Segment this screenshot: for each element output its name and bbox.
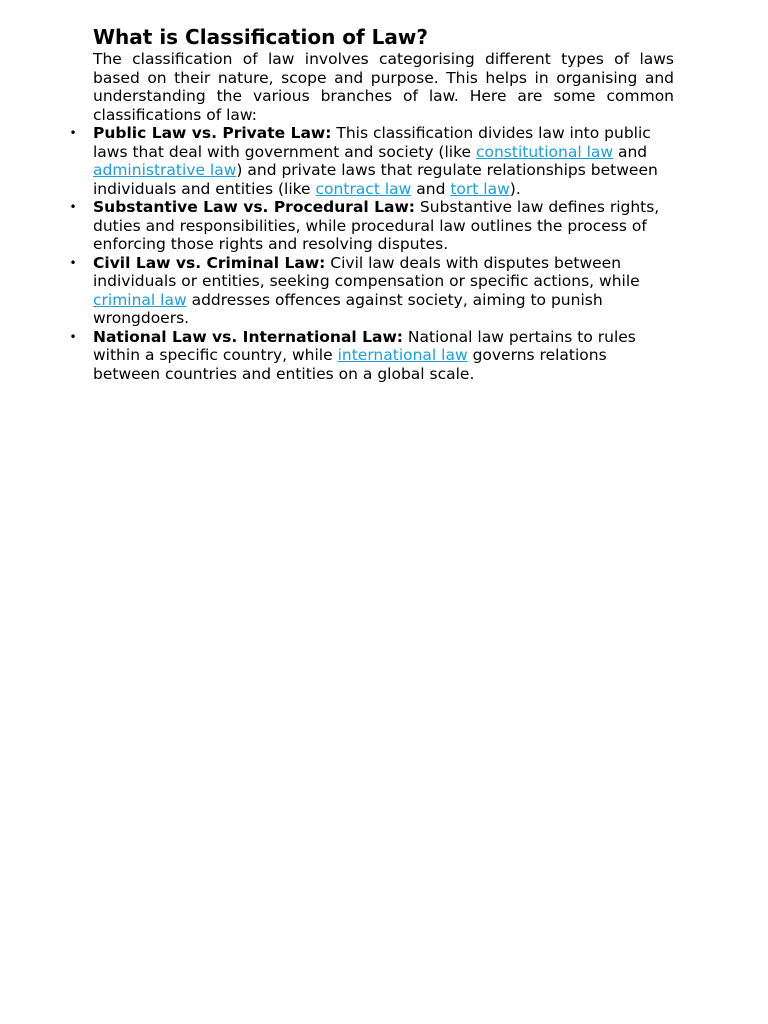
item-text: ) and private laws that regulate relationships between individuals and entities (like (93, 161, 658, 198)
item-term: Public Law vs. Private Law: (93, 124, 332, 142)
item-text: This classification divides law into public laws that deal with government and society (like (93, 124, 651, 161)
item-term: Civil Law vs. Criminal Law: (93, 253, 326, 272)
link-administrative-law[interactable]: administrative law (93, 161, 237, 179)
item-text: Substantive law defines rights, duties and responsibilities, while procedural law outlines the process of enforcing those rights and resolving disputes. (93, 198, 660, 253)
item-text: ). (509, 179, 521, 198)
intro-paragraph: The classification of law involves categorising different types of laws based on their nature, scope and purpose. This helps in organising and understanding the various branches of law. Here are some common classifications of law: (93, 50, 674, 124)
item-text: addresses offences against society, aiming to punish wrongdoers. (93, 290, 603, 327)
item-text: and (411, 179, 451, 198)
link-constitutional-law[interactable]: constitutional law (475, 142, 614, 161)
list-item-civil-criminal (69, 253, 674, 328)
classification-list (69, 124, 674, 383)
list-item-national-international (69, 327, 674, 384)
document-page (69, 24, 674, 383)
item-text: governs relations between countries and entities on a global scale. (93, 346, 607, 383)
page-title: What is Classification of Law? (93, 25, 428, 49)
item-text: National law pertains to rules within a specific country, while (93, 327, 636, 364)
link-tort-law[interactable]: tort law (450, 179, 510, 198)
item-term: Substantive Law vs. Procedural Law: (93, 198, 415, 216)
item-text: and (613, 142, 648, 161)
link-criminal-law[interactable]: criminal law (93, 290, 187, 309)
link-contract-law[interactable]: contract law (315, 179, 412, 198)
bullet-icon: • (69, 200, 77, 214)
item-text: Civil law deals with disputes between individuals or entities, seeking compensation or specific actions, while (93, 253, 640, 290)
item-term: National Law vs. International Law: (93, 327, 403, 346)
bullet-icon: • (69, 329, 77, 344)
bullet-icon: • (69, 126, 77, 140)
list-item-public-private (69, 124, 674, 198)
bullet-icon: • (69, 255, 77, 270)
list-item-substantive-procedural (69, 198, 674, 254)
link-international-law[interactable]: international law (337, 346, 468, 364)
